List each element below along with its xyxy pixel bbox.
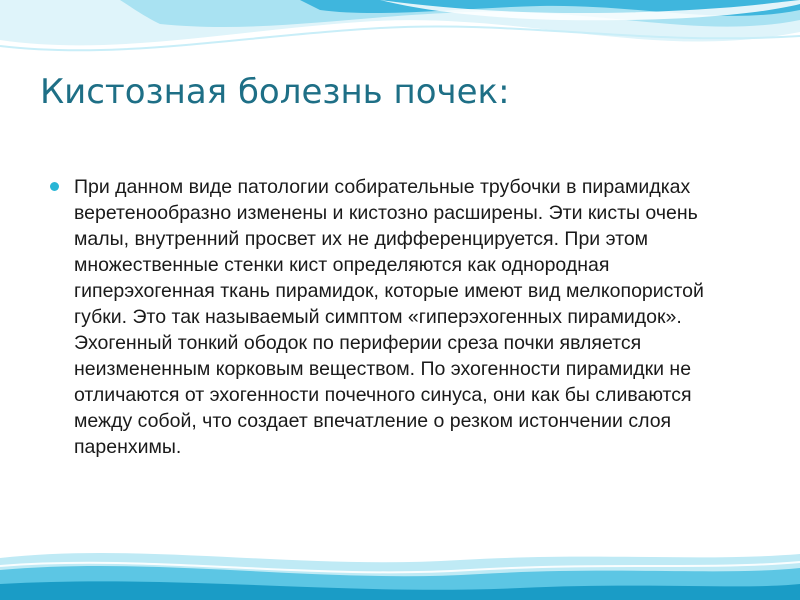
decorative-wave-footer [0,540,800,600]
bullet-text: При данном виде патологии собирательные трубочки в пирамидках веретенообразно изменены и кистозно расширены. Эти кисты очень малы, внутренний просвет их не дифференцируется. При этом множественные стенки кист определяются как однородная гиперэхогенная ткань пирамидок, которые имеют вид мелкопористой губки. Это так называемый симптом «гиперэхогенных пирамидок». Эхогенный тонкий ободок по периферии среза почки является неизмененным корковым веществом. По эхогенности пирамидки не отличаются от эхогенности почечного синуса, они как бы сливаются между собой, что создает впечатление о резком истончении слоя паренхимы. [74,176,704,458]
bullet-item [50,174,750,460]
bullet-dot-icon [50,182,59,191]
slide-title: Кистозная болезнь почек: [40,72,510,112]
bullet-list [50,174,750,460]
